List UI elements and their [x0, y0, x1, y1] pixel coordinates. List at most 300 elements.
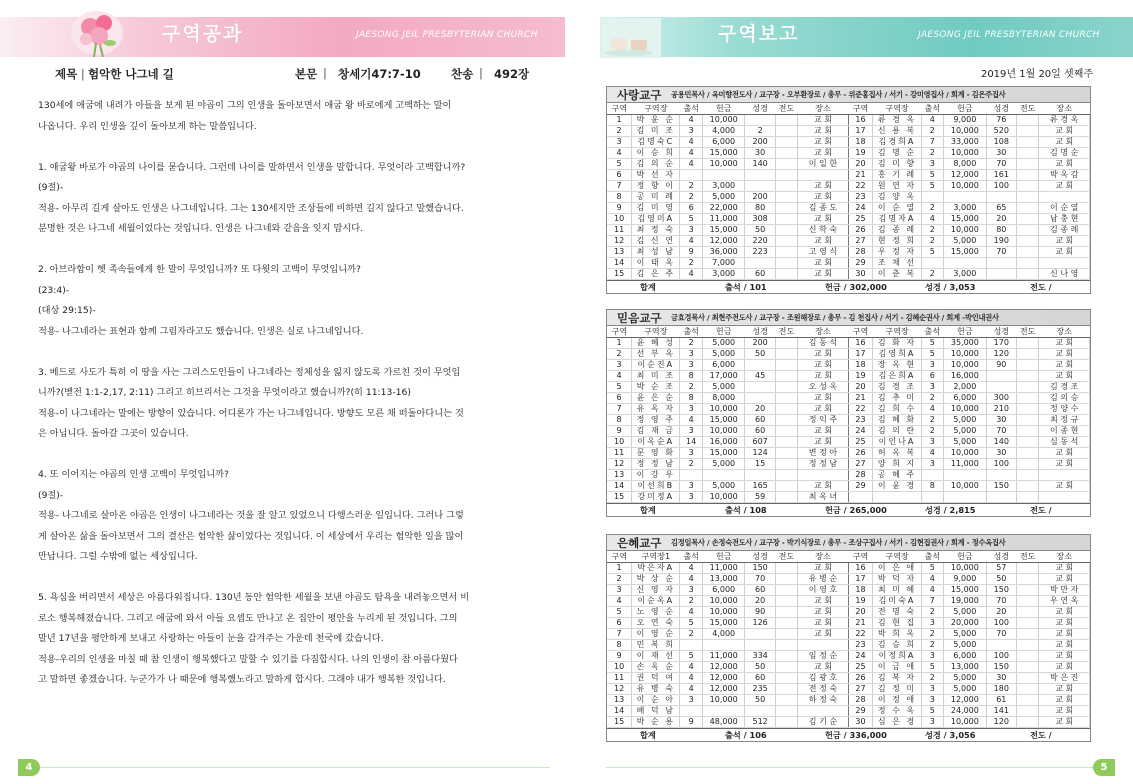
table-cell: 하 정 숙 [798, 695, 848, 706]
table-cell: 노 영 순 [632, 607, 680, 618]
table-cell: 13 [607, 247, 632, 258]
table-cell: 36,000 [702, 247, 745, 258]
blank-line [38, 342, 550, 363]
table-cell [775, 181, 797, 192]
table-cell: 2 [680, 338, 702, 349]
question-line: 적용-우리의 인생을 마칠 때 참 인생이 행복했다고 말할 수 있기를 다짐합시다. 나의 인생이 참 아름다웠다 [38, 653, 458, 665]
table-cell: 교 회 [798, 618, 848, 629]
totals-label: 합계 [640, 505, 656, 515]
table-cell: 강미정A [632, 492, 680, 503]
table-cell: 26 [848, 673, 873, 684]
table-cell [798, 640, 848, 651]
question-line: 만납니다. 그럴 수밖에 없는 세상입니다. [38, 551, 198, 562]
total-evangelism: 전도 / [1030, 730, 1052, 740]
table-cell: 15 [745, 459, 775, 470]
question-line: 130세에 애굽에 내려가 아들을 보게 된 야곱이 그의 인생을 돌아보면서 애굽 왕 바로에게 고백하는 말이 [38, 100, 452, 111]
table-cell: 22 [848, 404, 873, 415]
table-cell [745, 706, 775, 717]
table-cell: 2 [921, 203, 943, 214]
table-cell: 최 옥 녀 [798, 492, 848, 503]
table-cell: 5,000 [944, 236, 987, 247]
table-cell: 70 [986, 596, 1016, 607]
table-row [607, 415, 1090, 426]
table-cell [986, 258, 1016, 269]
table-cell [775, 673, 797, 684]
table-cell [775, 426, 797, 437]
table-cell [1016, 629, 1038, 640]
table-cell: 박 옥 감 [1039, 170, 1090, 181]
table-cell: 조 채 선 [873, 258, 921, 269]
table-cell: 양 희 지 [873, 459, 921, 470]
table-cell: 24 [848, 203, 873, 214]
table-cell: 2 [921, 415, 943, 426]
table-cell [1039, 192, 1090, 203]
table-cell: 교 회 [798, 236, 848, 247]
table-cell: 150 [745, 563, 775, 574]
table-cell: 신 학 숙 [798, 225, 848, 236]
table-cell [775, 596, 797, 607]
table-cell: 교 회 [1039, 360, 1090, 371]
table-cell: 3 [680, 225, 702, 236]
total-attendance: 출석 / 106 [725, 730, 767, 740]
table-cell: 2 [921, 640, 943, 651]
table-cell: 3 [921, 695, 943, 706]
table-cell: 30 [848, 717, 873, 728]
table-cell: 김은희A [873, 371, 921, 382]
total-offering: 헌금 / 302,000 [825, 282, 887, 292]
table-cell [775, 203, 797, 214]
table-cell: 심 동 석 [1039, 437, 1090, 448]
column-header: 장소 [1039, 326, 1090, 338]
table-cell: 50 [745, 662, 775, 673]
table-cell: 108 [986, 137, 1016, 148]
table-cell: 2 [921, 607, 943, 618]
table-cell [1016, 225, 1038, 236]
table-cell: 4 [680, 662, 702, 673]
column-header: 출석 [680, 326, 702, 338]
table-cell: 16,000 [702, 437, 745, 448]
table-cell: 이 춘 복 [873, 269, 921, 280]
table-row [607, 225, 1090, 236]
table-cell: 유 병 순 [798, 574, 848, 585]
table-cell: 15 [607, 492, 632, 503]
question-line: (9절)- [38, 182, 64, 193]
table-row [607, 607, 1090, 618]
table-cell [1016, 269, 1038, 280]
table-cell: 이인나A [873, 437, 921, 448]
table-cell: 4 [680, 159, 702, 170]
table-cell: 70 [986, 159, 1016, 170]
table-cell [1016, 203, 1038, 214]
table-cell: 150 [986, 481, 1016, 492]
table-cell [1039, 470, 1090, 481]
table-cell: 김 명 순 [1039, 148, 1090, 159]
table-cell: 이 종 현 [1039, 426, 1090, 437]
table-cell: 이옥순A [632, 437, 680, 448]
table-cell: 7 [607, 629, 632, 640]
table-cell: 5 [921, 338, 943, 349]
table-cell: 4 [921, 115, 943, 126]
table-cell: 1 [607, 338, 632, 349]
total-attendance: 출석 / 108 [725, 505, 767, 515]
table-cell: 12,000 [702, 684, 745, 695]
table-cell [848, 492, 873, 503]
table-cell: 이 윤 경 [873, 481, 921, 492]
table-cell: 150 [986, 662, 1016, 673]
table-cell: 류 경 옥 [873, 115, 921, 126]
table-cell: 1 [607, 563, 632, 574]
table-row [607, 596, 1090, 607]
table-cell: 29 [848, 481, 873, 492]
table-cell: 김 은 주 [632, 269, 680, 280]
table-cell: 20 [848, 159, 873, 170]
table-cell: 15,000 [702, 148, 745, 159]
table-cell [986, 382, 1016, 393]
table-cell: 3 [680, 360, 702, 371]
table-cell: 4 [680, 673, 702, 684]
table-cell [775, 437, 797, 448]
table-cell: 교 회 [1039, 618, 1090, 629]
table-cell: 10,000 [944, 181, 987, 192]
table-cell: 50 [745, 349, 775, 360]
table-cell [702, 470, 745, 481]
table-cell: 배 덕 남 [632, 706, 680, 717]
table-cell [1016, 148, 1038, 159]
table-cell: 최 정 규 [1039, 415, 1090, 426]
table-cell: 120 [986, 349, 1016, 360]
table-cell: 180 [986, 684, 1016, 695]
table-cell: 5,000 [702, 192, 745, 203]
table-cell: 20 [986, 214, 1016, 225]
table-cell: 3 [680, 426, 702, 437]
table-cell: 10,000 [944, 360, 987, 371]
table-cell [680, 470, 702, 481]
table-cell: 100 [986, 459, 1016, 470]
table-cell: 교 회 [798, 214, 848, 225]
table-cell: 30 [848, 269, 873, 280]
table-cell [775, 159, 797, 170]
table-row [607, 236, 1090, 247]
district-name: 믿음교구 [617, 310, 662, 325]
table-cell: 6,000 [702, 137, 745, 148]
table-cell: 김 미 조 [632, 126, 680, 137]
table-cell: 80 [986, 225, 1016, 236]
table-cell: 박 희 옥 [873, 629, 921, 640]
district-header [607, 535, 1090, 551]
table-cell [1016, 717, 1038, 728]
question-line: 적용- 나그네라는 표현과 함께 그림자라고도 했습니다. 인생은 실로 나그네입니다. [38, 325, 364, 337]
table-cell [986, 470, 1016, 481]
table-cell: 10,000 [702, 159, 745, 170]
table-cell [680, 640, 702, 651]
table-cell: 이 순 열 [1039, 203, 1090, 214]
table-cell: 10,000 [944, 148, 987, 159]
table-cell [775, 126, 797, 137]
column-header: 전도 [1016, 103, 1038, 115]
column-header: 헌금 [702, 551, 745, 563]
table-cell: 100 [986, 618, 1016, 629]
table-cell: 이정희A [873, 651, 921, 662]
table-cell: 11,000 [702, 214, 745, 225]
table-cell: 8 [607, 192, 632, 203]
table-cell [986, 371, 1016, 382]
table-row [607, 563, 1090, 574]
table-cell: 4 [921, 448, 943, 459]
table-cell: 5 [921, 349, 943, 360]
district-header [607, 87, 1090, 103]
table-row [607, 673, 1090, 684]
table-cell: 14 [607, 258, 632, 269]
table-cell: 16,000 [944, 371, 987, 382]
table-cell: 교 회 [1039, 137, 1090, 148]
table-cell: 50 [745, 225, 775, 236]
table-cell [1016, 662, 1038, 673]
column-header: 구역 [848, 326, 873, 338]
table-cell: 29 [848, 258, 873, 269]
table-cell: 220 [745, 236, 775, 247]
table-cell: 김영미A [632, 214, 680, 225]
table-cell [775, 137, 797, 148]
table-cell: 3,000 [702, 269, 745, 280]
table-cell: 박은자A [632, 563, 680, 574]
table-cell: 10,000 [944, 563, 987, 574]
question-line: 적용- 나그네로 살아온 야곱은 인생이 나그네라는 것을 잘 알고 있었으니 다행스러운 일입니다. 그러나 그렇 [38, 510, 464, 521]
table-cell: 17 [848, 126, 873, 137]
table-cell: 10,000 [702, 607, 745, 618]
table-cell: 4 [680, 574, 702, 585]
table-cell: 60 [745, 415, 775, 426]
table-cell [921, 470, 943, 481]
table-cell [1016, 684, 1038, 695]
table-cell: 3 [607, 585, 632, 596]
table-row [607, 470, 1090, 481]
table-cell [775, 574, 797, 585]
district-name: 은혜교구 [617, 535, 662, 550]
table-cell: 5 [607, 607, 632, 618]
table-cell: 200 [745, 192, 775, 203]
column-header: 헌금 [702, 326, 745, 338]
table-cell: 27 [848, 459, 873, 470]
table-cell: 20 [848, 382, 873, 393]
table-cell: 11,000 [702, 651, 745, 662]
table-cell: 4 [921, 404, 943, 415]
table-cell [745, 629, 775, 640]
table-cell: 김 화 자 [873, 338, 921, 349]
table-cell: 3 [680, 349, 702, 360]
column-header: 성경 [745, 103, 775, 115]
question-line: 3. 베드로 사도가 특히 이 땅을 사는 그리스도인들이 나그네라는 정체성을 잃지 않도록 가르친 것이 무엇입 [38, 366, 461, 378]
table-cell [986, 269, 1016, 280]
table-cell: 5 [680, 214, 702, 225]
column-header: 헌금 [702, 103, 745, 115]
table-row [607, 618, 1090, 629]
question-line: 2. 아브라함이 헷 족속들에게 한 말이 무엇입니까? 또 다윗의 고백이 무엇입니까? [38, 264, 361, 275]
table-cell: 교 회 [1039, 371, 1090, 382]
table-cell [944, 492, 987, 503]
table-cell: 장 옥 현 [873, 360, 921, 371]
table-cell: 6 [680, 203, 702, 214]
table-cell: 2 [680, 181, 702, 192]
table-cell: 30 [745, 148, 775, 159]
table-cell: 전 명 숙 [873, 607, 921, 618]
table-cell: 2 [921, 269, 943, 280]
table-cell [775, 415, 797, 426]
table-cell: 20 [848, 607, 873, 618]
table-cell: 12,000 [702, 236, 745, 247]
table-cell: 교 회 [1039, 448, 1090, 459]
table-cell: 26 [848, 448, 873, 459]
table-cell: 교 회 [798, 148, 848, 159]
total-evangelism: 전도 / [1030, 282, 1052, 292]
table-cell: 교 회 [1039, 247, 1090, 258]
table-cell: 8 [680, 393, 702, 404]
table-cell: 5,000 [702, 338, 745, 349]
table-cell: 1 [607, 115, 632, 126]
table-cell [1016, 459, 1038, 470]
table-cell: 8 [680, 371, 702, 382]
table-cell: 교 회 [1039, 349, 1090, 360]
table-cell: 문 영 화 [632, 448, 680, 459]
table-cell: 65 [986, 203, 1016, 214]
question-line: 게 살아온 삶을 돌아보면서 그의 결산은 험악한 삶이었다는 것입니다. 이 세상에서 우리는 험악한 일을 많이 [38, 530, 464, 542]
table-cell: 100 [986, 181, 1016, 192]
table-cell: 3 [921, 459, 943, 470]
column-header: 구역 [848, 551, 873, 563]
table-cell: 교 회 [1039, 481, 1090, 492]
table-cell: 3 [680, 481, 702, 492]
district-section [606, 309, 1091, 517]
table-cell: 60 [745, 269, 775, 280]
district-section [606, 86, 1091, 294]
table-cell: 교 회 [798, 115, 848, 126]
table-cell: 교 회 [1039, 459, 1090, 470]
table-cell [775, 115, 797, 126]
table-cell: 김 재 금 [632, 426, 680, 437]
table-cell: 이 재 선 [632, 651, 680, 662]
table-cell: 13,000 [702, 574, 745, 585]
table-cell: 23 [848, 640, 873, 651]
table-cell: 4,000 [702, 629, 745, 640]
table-cell [1016, 404, 1038, 415]
table-cell: 12 [607, 236, 632, 247]
table-cell: 교 회 [798, 629, 848, 640]
table-row [607, 640, 1090, 651]
table-cell: 10 [607, 437, 632, 448]
table-row [607, 382, 1090, 393]
table-cell: 90 [986, 360, 1016, 371]
table-cell: 2 [921, 673, 943, 684]
table-cell: 12,000 [944, 170, 987, 181]
column-header: 구역장1 [632, 551, 680, 563]
column-header: 성경 [745, 551, 775, 563]
table-cell [775, 247, 797, 258]
table-cell: 이 영 순 [632, 629, 680, 640]
blank-line [38, 568, 550, 589]
table-cell: 30 [986, 673, 1016, 684]
table-cell: 2 [921, 629, 943, 640]
table-cell: 김영희A [873, 349, 921, 360]
table-cell: 70 [745, 574, 775, 585]
table-cell [1016, 563, 1038, 574]
table-cell: 3 [680, 585, 702, 596]
table-cell: 14 [680, 437, 702, 448]
table-cell: 교 회 [798, 137, 848, 148]
table-cell: 13,000 [944, 662, 987, 673]
table-cell [921, 492, 943, 503]
table-cell: 최 정 숙 [632, 225, 680, 236]
table-cell [1016, 170, 1038, 181]
table-row [607, 651, 1090, 662]
table-cell: 신 나 영 [1039, 269, 1090, 280]
table-cell: 교 회 [1039, 126, 1090, 137]
table-cell: 3 [921, 360, 943, 371]
table-cell: 30 [986, 148, 1016, 159]
table-cell: 11,000 [702, 563, 745, 574]
table-cell: 10,000 [944, 225, 987, 236]
table-cell: 5,000 [702, 382, 745, 393]
table-cell: 4 [607, 148, 632, 159]
table-cell: 4 [680, 563, 702, 574]
table-cell: 이선희B [632, 481, 680, 492]
table-cell: 김 경 조 [873, 382, 921, 393]
table-cell: 18 [848, 360, 873, 371]
table-cell: 25 [848, 662, 873, 673]
table-cell: 3,000 [944, 203, 987, 214]
table-cell: 4 [921, 214, 943, 225]
total-bible-reading: 성경 / 2,815 [925, 505, 976, 515]
table-cell: 28 [848, 470, 873, 481]
total-offering: 헌금 / 265,000 [825, 505, 887, 515]
table-cell: 9 [680, 247, 702, 258]
table-cell: 공 혜 주 [873, 470, 921, 481]
table-cell: 이 순 열 [873, 203, 921, 214]
district-section [606, 534, 1091, 742]
question-line: 말년 17년을 평안하게 보내고 사랑하는 아들이 눈을 감겨주는 가운데 천국에 갔습니다. [38, 633, 384, 644]
table-cell [775, 148, 797, 159]
table-cell: 박 상 순 [632, 574, 680, 585]
table-cell [775, 236, 797, 247]
table-cell: 변 정 아 [798, 448, 848, 459]
table-cell [1016, 673, 1038, 684]
total-bible-reading: 성경 / 3,056 [925, 730, 976, 740]
report-table [607, 326, 1090, 503]
table-cell: 박 선 자 [632, 170, 680, 181]
table-cell: 4 [680, 684, 702, 695]
table-cell: 2 [921, 148, 943, 159]
table-cell: 12 [607, 459, 632, 470]
table-cell: 45 [745, 371, 775, 382]
table-cell: 30 [986, 448, 1016, 459]
sermon-subject: 험악한 나그네 길 [88, 67, 174, 81]
table-cell: 141 [986, 706, 1016, 717]
table-row [607, 492, 1090, 503]
text-label: 본문 [295, 67, 318, 81]
table-cell: 전 정 숙 [798, 684, 848, 695]
table-cell: 김명자A [873, 214, 921, 225]
table-cell: 3 [680, 448, 702, 459]
table-cell: 10,000 [944, 448, 987, 459]
table-cell: 이 금 애 [873, 662, 921, 673]
table-cell [745, 360, 775, 371]
total-evangelism: 전도 / [1030, 505, 1052, 515]
table-cell [775, 684, 797, 695]
table-cell: 김 기 순 [798, 717, 848, 728]
table-cell: 3 [680, 404, 702, 415]
column-header: 장소 [1039, 551, 1090, 563]
table-cell: 교 회 [1039, 236, 1090, 247]
table-cell: 5,000 [944, 673, 987, 684]
table-cell: 이 정 애 [873, 695, 921, 706]
